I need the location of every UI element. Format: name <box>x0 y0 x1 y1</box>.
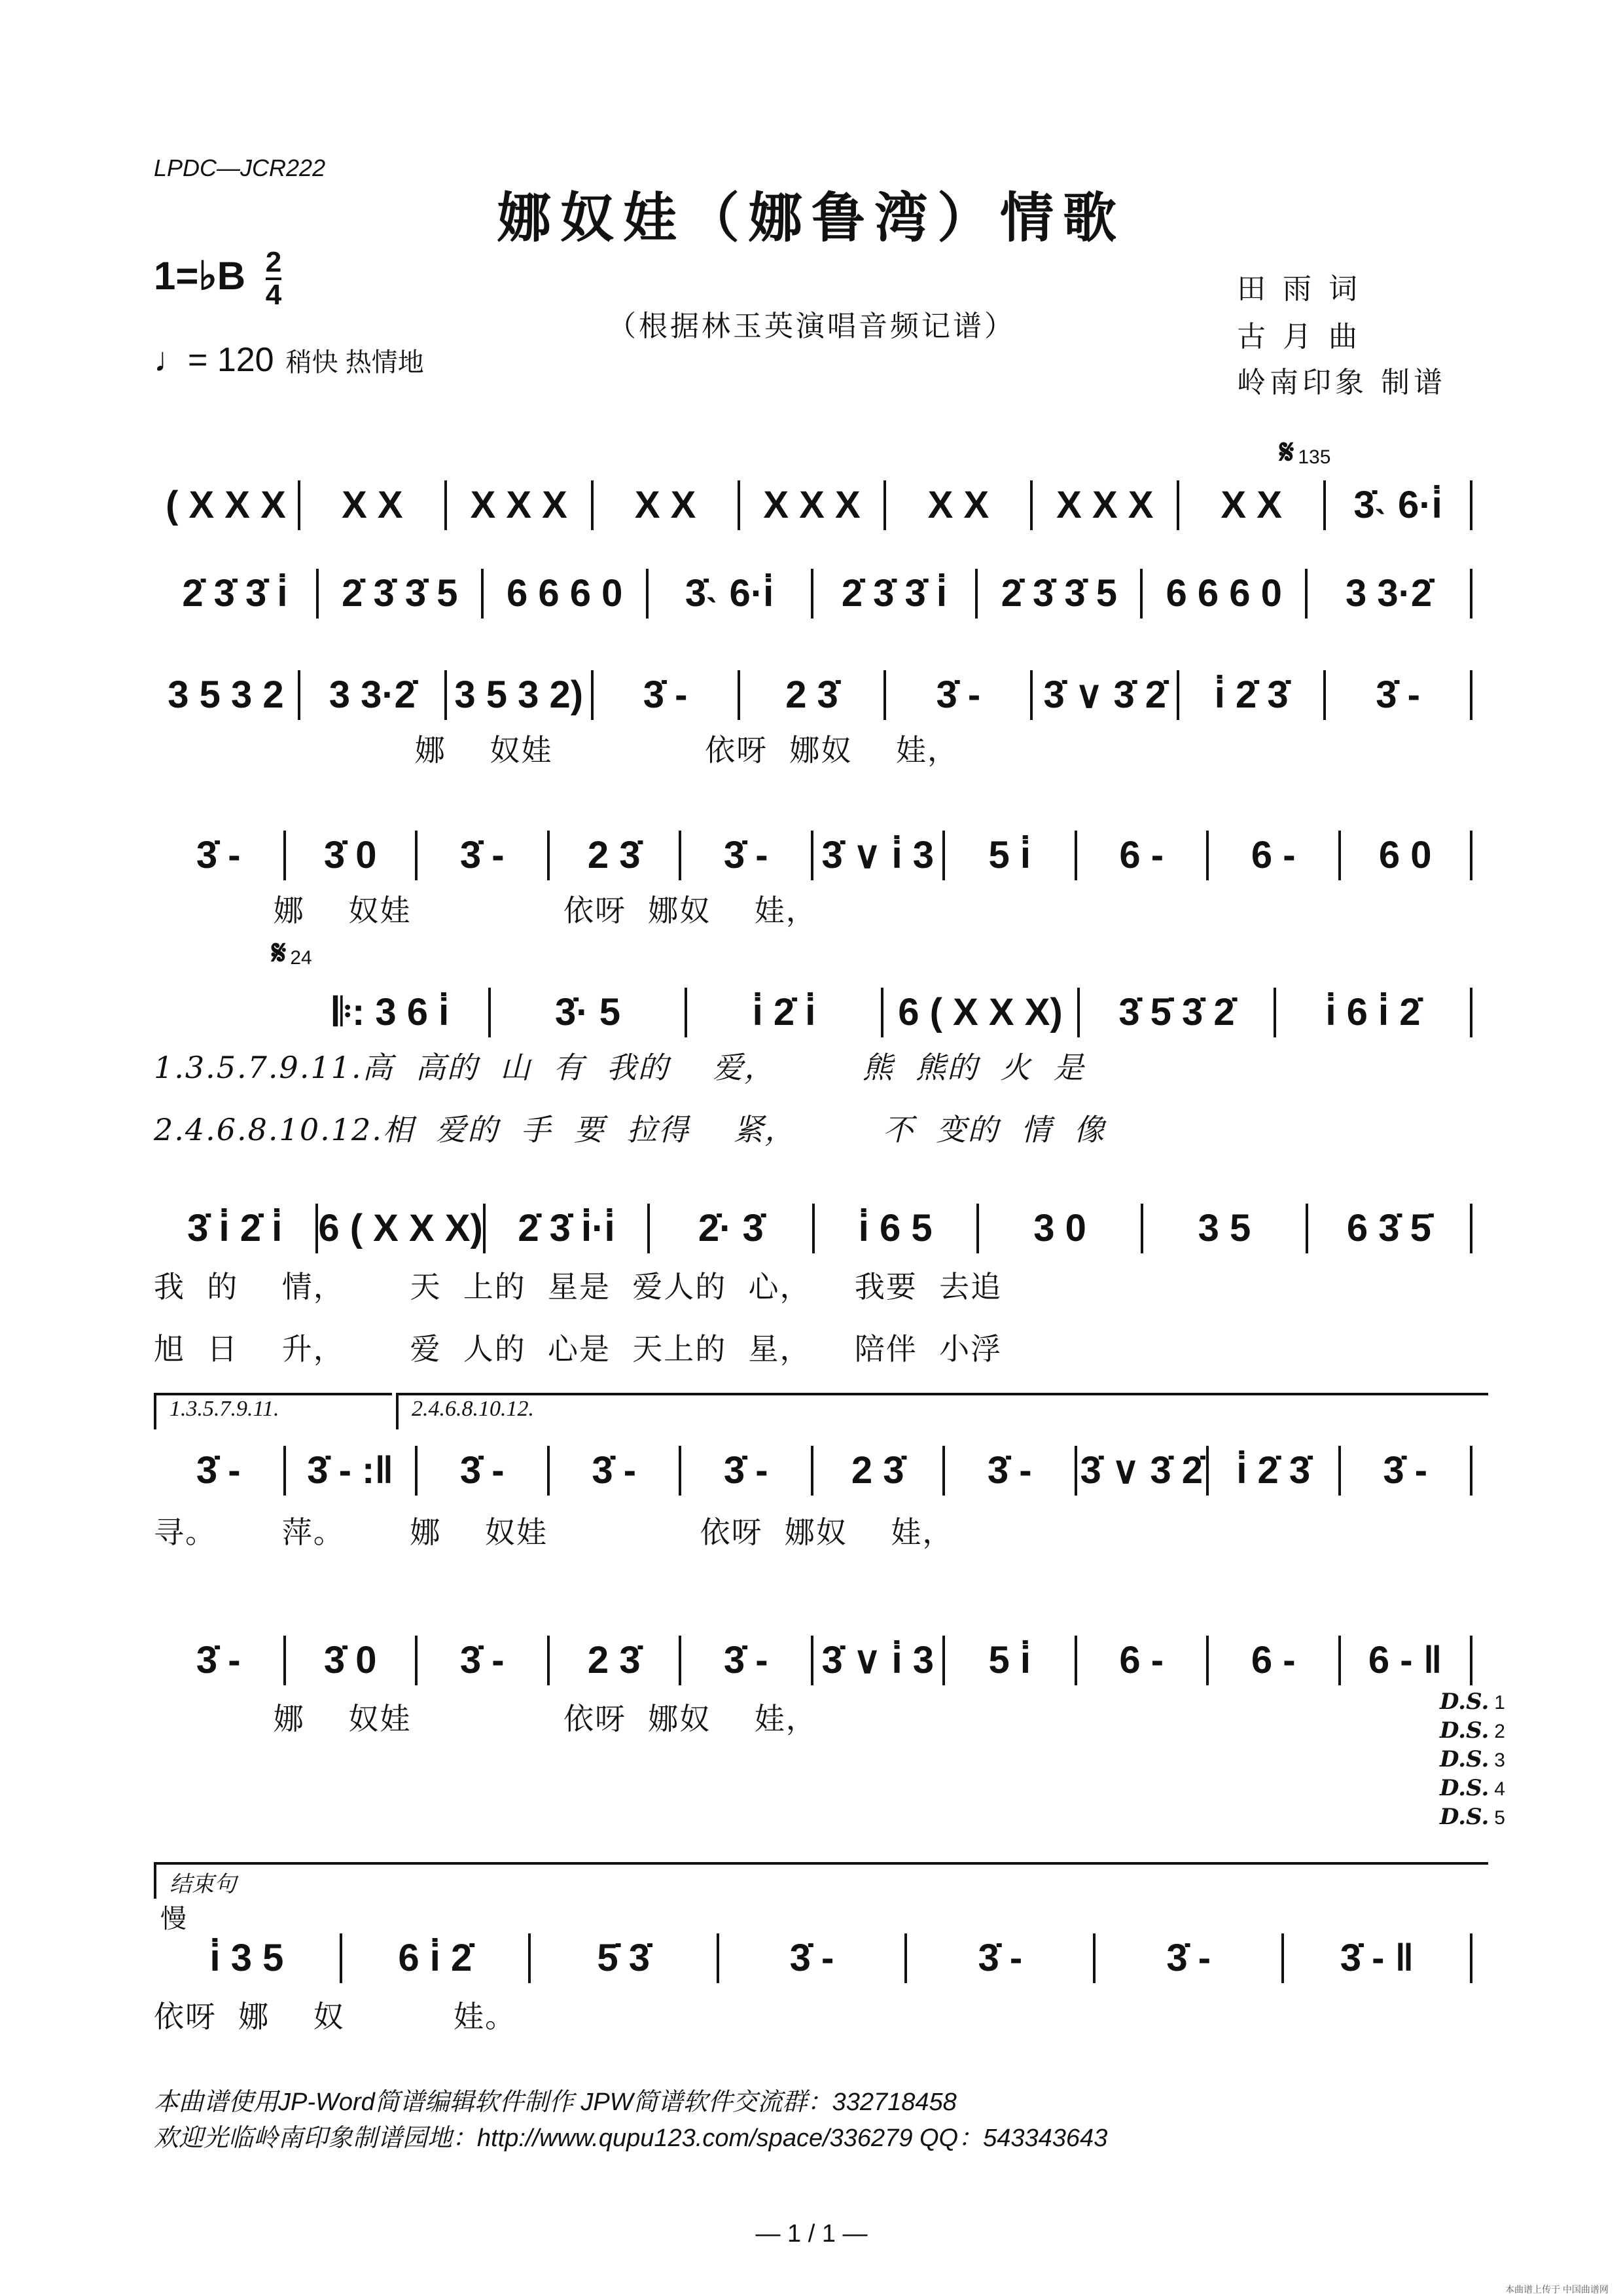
measure: 2̇ 3̇ 3̇ i̇ <box>154 569 319 619</box>
measure: X X X <box>740 480 887 530</box>
measure: 2̇ 3̇ i̇·i̇ <box>486 1204 650 1253</box>
measure: 3 3·2̇ <box>300 670 447 720</box>
measure: 6 - <box>1209 1636 1341 1685</box>
measure: 2 3̇ <box>550 831 682 880</box>
measure: 𝄆: 3 6 i̇ <box>294 988 491 1037</box>
segno-mark-2: 𝄋 24 <box>272 933 312 973</box>
measure: 3̇ - <box>886 670 1033 720</box>
measure: 6 - ‖ <box>1341 1636 1473 1685</box>
staff-row-2 <box>154 560 1472 619</box>
arranger-credit: 岭南印象 制谱 <box>1237 366 1446 399</box>
measure: 3̇˴ 6·i̇ <box>649 569 813 619</box>
measure: 3̇ - <box>154 1636 286 1685</box>
lyric-verse-1: 我 的 情， 天 上的 星是 爱人的 心， 我要 去追 <box>154 1269 1003 1304</box>
measure: 3̇ 5̇ 3̇ 2̇ <box>1080 988 1276 1037</box>
measure: 3̇ - <box>594 670 740 720</box>
measure: i̇ 6 i̇ 2̇ <box>1276 988 1472 1037</box>
measure: 3̇ - <box>418 1636 550 1685</box>
ds-mark: D.S. 2 <box>1440 1717 1505 1744</box>
composer-credit: 古 月 曲 <box>1237 320 1361 353</box>
lyric-verse-2: 2.4.6.8.10.12.相 爱的 手 要 拉得 紧， 不 变的 情 像 <box>154 1112 1106 1147</box>
measure: 2̇· 3̇ <box>650 1204 814 1253</box>
segno-mark-1: 𝄋 135 <box>1279 432 1331 472</box>
measure: 2̇ 3̇ 3̇ 5 <box>978 569 1143 619</box>
measure: 3̇ 0 <box>286 1636 418 1685</box>
ds-mark: D.S. 1 <box>1440 1689 1505 1715</box>
measure: 2 3̇ <box>550 1636 682 1685</box>
measure: 5 i̇ <box>945 1636 1077 1685</box>
measure: 3̇ ∨ 3̇ 2̇ <box>1033 670 1179 720</box>
measure: 3̇ - <box>418 831 550 880</box>
measure: 3̇ - ‖ <box>1284 1933 1472 1983</box>
staff-row-7 <box>154 1437 1472 1496</box>
measure: i̇ 3 5 <box>154 1933 342 1983</box>
measure: X X X <box>447 480 594 530</box>
site-watermark: 本曲谱上传于 中国曲谱网 <box>1505 2284 1609 2295</box>
measure: i̇ 6 5 <box>815 1204 979 1253</box>
measure: 6 - <box>1209 831 1341 880</box>
staff-row-1 <box>154 471 1472 530</box>
measure: 3̇ - <box>154 1446 286 1496</box>
score-code: LPDC—JCR222 <box>154 154 326 181</box>
tempo-mark <box>154 340 424 380</box>
measure: 3̇ - <box>719 1933 908 1983</box>
measure: i̇ 2̇ 3̇ <box>1179 670 1326 720</box>
measure: 5 i̇ <box>945 831 1077 880</box>
measure: ( X X X <box>154 480 300 530</box>
measure: 2̇ 3̇ 3̇ 5 <box>319 569 484 619</box>
measure: 3̇ - <box>681 1636 813 1685</box>
lyric-line: 娜 奴娃 依呀 娜奴 娃， <box>154 893 817 928</box>
lyric-line: 娜 奴娃 依呀 娜奴 娃， <box>154 732 959 768</box>
measure: 6 ( X X X) <box>318 1204 485 1253</box>
measure: 3̇ - <box>1341 1446 1473 1496</box>
measure: 3̇ - <box>418 1446 550 1496</box>
tempo-description: 稍快 热情地 <box>285 348 424 377</box>
measure: X X <box>886 480 1033 530</box>
staff-row-8 <box>154 1626 1472 1685</box>
measure: 3̇ - <box>907 1933 1096 1983</box>
measure: i̇ 2̇ i̇ <box>687 988 883 1037</box>
ds-mark: D.S. 4 <box>1440 1775 1505 1801</box>
measure: 3̇ - <box>1326 670 1472 720</box>
page-title: 娜奴娃（娜鲁湾）情歌 <box>497 187 1126 249</box>
lyric-line: 寻。 萍。 娜 奴娃 依呀 娜奴 娃， <box>154 1515 954 1550</box>
measure: 6 i̇ 2̇ <box>342 1933 531 1983</box>
lyric-line: 依呀 娜 奴 娃。 <box>154 1999 516 2034</box>
measure: X X X <box>1033 480 1179 530</box>
measure: 3 3·2̇ <box>1308 569 1472 619</box>
lyric-verse-2: 旭 日 升， 爱 人的 心是 天上的 星， 陪伴 小浮 <box>154 1331 1003 1367</box>
measure: X X <box>594 480 740 530</box>
staff-row-6 <box>154 1194 1472 1253</box>
measure: X X <box>300 480 447 530</box>
measure: 3̇ ∨ 3̇ 2̇ <box>1077 1446 1209 1496</box>
time-top: 2 <box>265 246 282 278</box>
measure: 3̇ - <box>550 1446 682 1496</box>
measure: 3̇ ∨ i̇ 3 <box>813 831 946 880</box>
measure: 2̇ 3̇ 3̇ i̇ <box>813 569 978 619</box>
segno-1-label: 135 <box>1298 446 1331 468</box>
slow-mark: 慢 <box>160 1904 187 1934</box>
measure: 6 6 6 0 <box>484 569 649 619</box>
measure: 3̇ - :‖ <box>286 1446 418 1496</box>
key-label: 1=♭B <box>154 253 246 298</box>
measure: 3̇ - <box>154 831 286 880</box>
measure: 6 3̇ 5̇ <box>1308 1204 1472 1253</box>
measure: 3̇ - <box>1096 1933 1284 1983</box>
measure: 6 - <box>1077 831 1209 880</box>
measure: X X <box>1179 480 1326 530</box>
measure: 3̇· 5 <box>491 988 687 1037</box>
measure: 3 5 3 2) <box>447 670 594 720</box>
measure: 5̇ 3̇ <box>531 1933 719 1983</box>
page-number: — 1 / 1 — <box>755 2220 868 2248</box>
coda-bracket: 结束句 <box>154 1862 1488 1899</box>
segno-2-label: 24 <box>290 947 312 969</box>
footer-line-1: 本曲谱使用JP-Word简谱编辑软件制作 JPW简谱软件交流群：332718458 <box>154 2089 957 2116</box>
staff-row-3 <box>154 661 1472 720</box>
first-ending-bracket: 1.3.5.7.9.11. <box>154 1393 392 1429</box>
staff-row-9 <box>154 1924 1472 1983</box>
time-bottom: 4 <box>265 279 282 311</box>
ds-mark: D.S. 3 <box>1440 1746 1505 1772</box>
measure: 6 ( X X X) <box>883 988 1080 1037</box>
tempo-value: ♩= 120 <box>154 341 274 379</box>
footer-line-2: 欢迎光临岭南印象制谱园地：http://www.qupu123.com/space/336279 QQ：543343643 <box>154 2125 1108 2152</box>
measure: 3 5 <box>1143 1204 1308 1253</box>
staff-row-4 <box>154 821 1472 880</box>
measure: 6 0 <box>1341 831 1473 880</box>
second-ending-bracket: 2.4.6.8.10.12. <box>396 1393 1488 1429</box>
measure: 3 5 3 2 <box>154 670 300 720</box>
key-signature <box>154 247 281 310</box>
subtitle: （根据林玉英演唱音频记谱） <box>607 310 1016 343</box>
time-signature <box>266 247 281 310</box>
measure: 3 0 <box>979 1204 1143 1253</box>
staff-row-5 <box>294 978 1472 1037</box>
measure: 6 - <box>1077 1636 1209 1685</box>
measure: i̇ 2̇ 3̇ <box>1209 1446 1341 1496</box>
lyricist-credit: 田 雨 词 <box>1237 272 1361 306</box>
measure: 3̇ 0 <box>286 831 418 880</box>
lyric-verse-1: 1.3.5.7.9.11.高 高的 山 有 我的 爱， 熊 熊的 火 是 <box>154 1050 1085 1085</box>
measure: 2 3̇ <box>813 1446 946 1496</box>
measure: 2 3̇ <box>740 670 887 720</box>
lyric-line: 娜 奴娃 依呀 娜奴 娃， <box>154 1701 817 1736</box>
ds-mark: D.S. 5 <box>1440 1804 1505 1830</box>
dal-segno-list <box>1440 1687 1505 1831</box>
measure: 3̇ i̇ 2̇ i̇ <box>154 1204 318 1253</box>
measure: 3̇˴ 6·i̇ <box>1326 480 1472 530</box>
measure: 3̇ - <box>945 1446 1077 1496</box>
measure: 3̇ ∨ i̇ 3 <box>813 1636 946 1685</box>
measure: 3̇ - <box>681 1446 813 1496</box>
measure: 3̇ - <box>681 831 813 880</box>
measure: 6 6 6 0 <box>1143 569 1308 619</box>
